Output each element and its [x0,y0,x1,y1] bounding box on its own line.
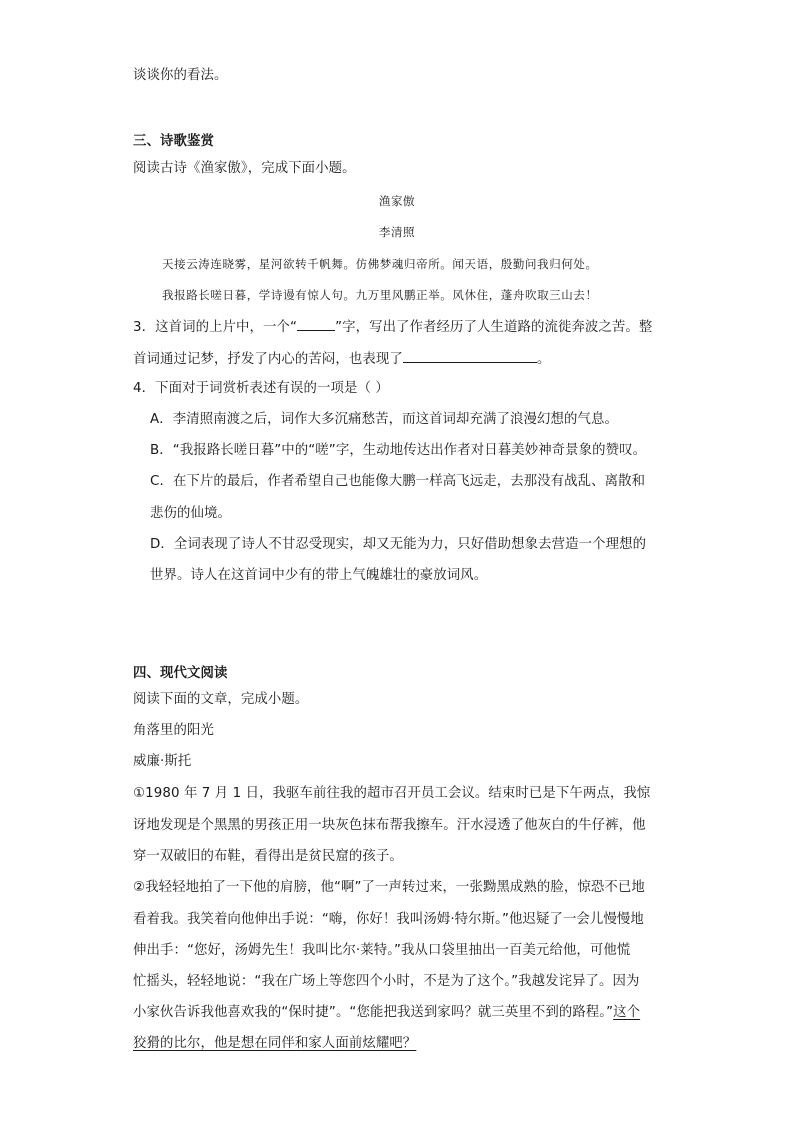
q3-text-d: 。 [536,352,551,367]
paragraph-1-line-3: 穿一双破旧的布鞋，看得出是贫民窟的孩子。 [133,849,403,864]
p2-line5-underlined: 这个 [613,1005,641,1020]
q4-option-d[interactable]: D．全词表现了诗人不甘忍受现实，却又无能为力，只好借助想象去营造一个理想的 [150,537,647,552]
q3-blank-2[interactable] [403,348,537,363]
section3-instruction: 阅读古诗《渔家傲》，完成下面小题。 [133,161,356,176]
paragraph-2-line-4: 忙摇头，轻轻地说：“我在广场上等您四个小时，不是为了这个。”我越发诧异了。因为 [133,974,640,989]
q3-text-c: 首词通过记梦，抒发了内心的苦闷，也表现了 [133,352,403,367]
q4-option-c[interactable]: C．在下片的最后，作者希望自己也能像大鹏一样高飞远走，去那没有战乱、离散和 [150,474,646,489]
paragraph-2-line-2: 看着我。我笑着向他伸出手说：“嗨，你好！我叫汤姆·特尔斯。”他迟疑了一会儿慢慢地 [133,912,644,927]
section4-instruction: 阅读下面的文章，完成小题。 [133,692,309,707]
poem-line-2: 我报路长嗟日暮，学诗谩有惊人句。九万里风鹏正举。风休住，蓬舟吹取三山去！ [162,288,598,302]
paragraph-2-line-3: 伸出手：“您好，汤姆先生！我叫比尔·莱特。”我从口袋里抽出一百美元给他，可他慌 [133,943,631,958]
question-3-line-2 [133,348,550,370]
poem-title: 渔家傲 [378,194,416,208]
q4-option-d-cont: 世界。诗人在这首词中少有的带上气魄雄壮的豪放词风。 [150,568,488,583]
article-title: 角落里的阳光 [133,723,214,738]
q4-option-c-cont: 悲伤的仙境。 [150,506,231,521]
q3-text-a: 3．这首词的上片中，一个“ [133,320,298,335]
paragraph-1-line-1: ①1980 年 7 月 1 日，我驱车前往我的超市召开员工会议。结束时已是下午两点，我惊 [133,786,651,801]
q3-blank-1[interactable] [297,316,335,331]
p2-line5-text: 小家伙告诉我他喜欢我的“保时捷”。“您能把我送到家吗？就三英里不到的路程。” [133,1005,614,1020]
question-3-line-1 [133,316,652,338]
section4-heading: 四、现代文阅读 [133,666,228,681]
paragraph-2-line-5 [133,1003,640,1023]
q3-text-b: ”字，写出了作者经历了人生道路的流徙奔波之苦。整 [335,320,653,335]
poem-author: 李清照 [378,225,416,239]
paragraph-2-line-6-underlined: 狡猾的比尔，他是想在同伴和家人面前炫耀吧？ [133,1036,417,1051]
intro-tail-text: 谈谈你的看法。 [133,68,228,83]
q4-option-a[interactable]: A．李清照南渡之后，词作大多沉痛愁苦，而这首词却充满了浪漫幻想的气息。 [150,412,618,427]
article-author: 威廉·斯托 [133,754,192,769]
poem-line-1: 天接云涛连晓雾，星河欲转千帆舞。仿佛梦魂归帝所。闻天语，殷勤问我归何处。 [162,257,598,271]
question-4-stem: 4．下面对于词赏析表述有误的一项是（ ） [133,381,389,396]
section3-heading: 三、诗歌鉴赏 [133,134,214,149]
paragraph-1-line-2: 讶地发现是个黑黑的男孩正用一块灰色抹布帮我擦车。汗水浸透了他灰白的牛仔裤，他 [133,818,646,833]
paragraph-2-line-1: ②我轻轻地拍了一下他的肩膀，他“啊”了一声转过来，一张黝黑成熟的脸，惊恐不已地 [133,880,645,895]
q4-option-b[interactable]: B．“我报路长嗟日暮”中的“嗟”字，生动地传达出作者对日暮美妙神奇景象的赞叹。 [150,443,647,458]
